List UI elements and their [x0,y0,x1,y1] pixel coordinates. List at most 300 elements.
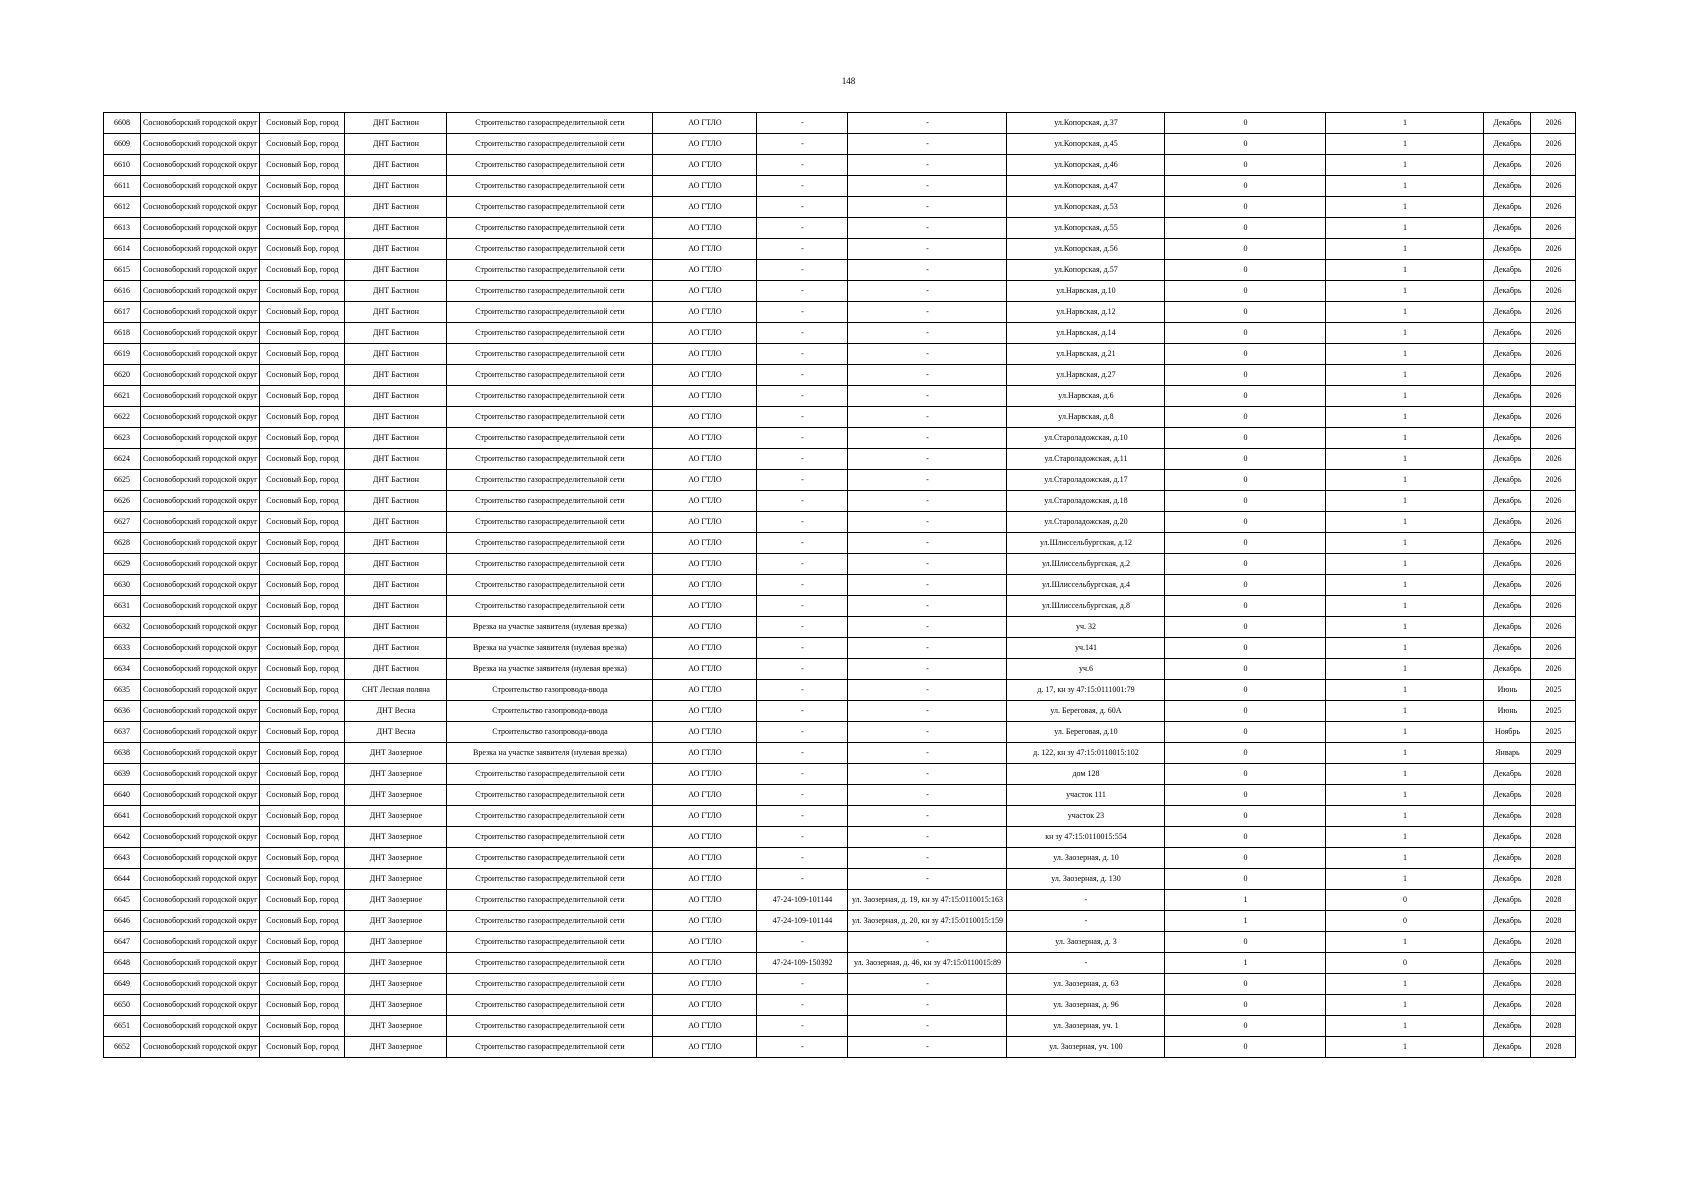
cell-settlement: ДНТ Заозерное [345,869,447,890]
cell-organization: АО ГТЛО [653,932,757,953]
cell-count-a: 0 [1165,827,1326,848]
table-row [104,764,1576,785]
cell-settlement: ДНТ Бастион [345,407,447,428]
cell-object-address: - [848,239,1007,260]
cell-address: ул.Копорская, д.47 [1007,176,1165,197]
cell-object-address: - [848,785,1007,806]
cell-gdo-code: - [757,113,848,134]
cell-work-type: Строительство газораспределительной сети [447,575,653,596]
cell-count-b: 1 [1326,995,1484,1016]
cell-row-number: 6624 [104,449,141,470]
cell-district: Сосновоборский городской округ [141,554,260,575]
table-row [104,470,1576,491]
cell-row-number: 6631 [104,596,141,617]
cell-count-b: 1 [1326,596,1484,617]
cell-town: Сосновый Бор, город [260,533,345,554]
cell-address: уч. 32 [1007,617,1165,638]
cell-month: Декабрь [1484,848,1531,869]
cell-count-b: 1 [1326,1037,1484,1058]
cell-town: Сосновый Бор, город [260,491,345,512]
cell-count-a: 1 [1165,953,1326,974]
cell-district: Сосновоборский городской округ [141,134,260,155]
cell-organization: АО ГТЛО [653,407,757,428]
cell-work-type: Строительство газораспределительной сети [447,890,653,911]
cell-organization: АО ГТЛО [653,470,757,491]
cell-month: Декабрь [1484,428,1531,449]
cell-count-a: 0 [1165,491,1326,512]
cell-object-address: - [848,764,1007,785]
cell-count-a: 0 [1165,596,1326,617]
cell-year: 2026 [1531,365,1576,386]
cell-month: Декабрь [1484,659,1531,680]
cell-district: Сосновоборский городской округ [141,176,260,197]
cell-count-a: 0 [1165,134,1326,155]
cell-work-type: Строительство газопровода-ввода [447,722,653,743]
cell-work-type: Строительство газораспределительной сети [447,911,653,932]
cell-gdo-code: - [757,785,848,806]
cell-row-number: 6640 [104,785,141,806]
cell-gdo-code: - [757,680,848,701]
cell-row-number: 6611 [104,176,141,197]
cell-row-number: 6625 [104,470,141,491]
cell-gdo-code: - [757,848,848,869]
cell-work-type: Строительство газораспределительной сети [447,323,653,344]
cell-object-address: - [848,1016,1007,1037]
cell-organization: АО ГТЛО [653,197,757,218]
cell-settlement: ДНТ Бастион [345,617,447,638]
cell-year: 2026 [1531,638,1576,659]
cell-gdo-code: - [757,806,848,827]
cell-row-number: 6645 [104,890,141,911]
cell-town: Сосновый Бор, город [260,554,345,575]
cell-row-number: 6646 [104,911,141,932]
cell-year: 2026 [1531,260,1576,281]
cell-object-address: - [848,113,1007,134]
cell-year: 2028 [1531,974,1576,995]
cell-district: Сосновоборский городской округ [141,638,260,659]
cell-object-address: - [848,701,1007,722]
cell-work-type: Врезка на участке заявителя (нулевая врезка) [447,638,653,659]
cell-object-address: - [848,428,1007,449]
cell-town: Сосновый Бор, город [260,428,345,449]
cell-row-number: 6638 [104,743,141,764]
cell-count-b: 1 [1326,470,1484,491]
cell-year: 2026 [1531,617,1576,638]
cell-row-number: 6633 [104,638,141,659]
cell-gdo-code: - [757,1016,848,1037]
cell-object-address: - [848,197,1007,218]
cell-count-a: 0 [1165,176,1326,197]
cell-year: 2026 [1531,428,1576,449]
cell-row-number: 6616 [104,281,141,302]
cell-count-a: 0 [1165,575,1326,596]
cell-organization: АО ГТЛО [653,743,757,764]
table-row [104,659,1576,680]
cell-address: д. 17, кн зу 47:15:0111001:79 [1007,680,1165,701]
cell-month: Декабрь [1484,764,1531,785]
cell-month: Декабрь [1484,197,1531,218]
cell-settlement: ДНТ Заозерное [345,995,447,1016]
table-row [104,974,1576,995]
cell-count-b: 1 [1326,680,1484,701]
cell-object-address: - [848,344,1007,365]
cell-count-a: 0 [1165,1016,1326,1037]
cell-count-a: 0 [1165,407,1326,428]
cell-organization: АО ГТЛО [653,995,757,1016]
cell-district: Сосновоборский городской округ [141,470,260,491]
cell-address: уч.141 [1007,638,1165,659]
cell-count-b: 1 [1326,1016,1484,1037]
cell-object-address: - [848,491,1007,512]
cell-work-type: Строительство газораспределительной сети [447,344,653,365]
cell-object-address: - [848,806,1007,827]
cell-town: Сосновый Бор, город [260,890,345,911]
cell-organization: АО ГТЛО [653,722,757,743]
table-row [104,323,1576,344]
cell-month: Декабрь [1484,449,1531,470]
cell-district: Сосновоборский городской округ [141,575,260,596]
cell-object-address: ул. Заозерная, д. 19, кн зу 47:15:0110015:163 [848,890,1007,911]
cell-settlement: ДНТ Заозерное [345,932,447,953]
cell-count-b: 1 [1326,701,1484,722]
cell-object-address: - [848,176,1007,197]
cell-count-b: 1 [1326,155,1484,176]
cell-organization: АО ГТЛО [653,680,757,701]
table-row [104,428,1576,449]
table-row [104,701,1576,722]
cell-object-address: - [848,638,1007,659]
cell-object-address: - [848,533,1007,554]
cell-count-b: 1 [1326,869,1484,890]
cell-address: - [1007,953,1165,974]
cell-address: ул. Заозерная, д. 130 [1007,869,1165,890]
cell-district: Сосновоборский городской округ [141,386,260,407]
cell-address: ул.Нарвская, д.27 [1007,365,1165,386]
cell-row-number: 6610 [104,155,141,176]
cell-year: 2025 [1531,722,1576,743]
cell-gdo-code: - [757,533,848,554]
cell-address: кн зу 47:15:0110015:554 [1007,827,1165,848]
cell-row-number: 6622 [104,407,141,428]
table-row [104,218,1576,239]
cell-row-number: 6620 [104,365,141,386]
cell-settlement: ДНТ Весна [345,701,447,722]
cell-month: Декабрь [1484,113,1531,134]
cell-town: Сосновый Бор, город [260,575,345,596]
cell-town: Сосновый Бор, город [260,407,345,428]
cell-count-a: 0 [1165,680,1326,701]
cell-year: 2028 [1531,995,1576,1016]
cell-count-b: 1 [1326,260,1484,281]
table-row [104,596,1576,617]
cell-town: Сосновый Бор, город [260,995,345,1016]
cell-settlement: ДНТ Заозерное [345,764,447,785]
cell-town: Сосновый Бор, город [260,659,345,680]
cell-district: Сосновоборский городской округ [141,848,260,869]
cell-work-type: Врезка на участке заявителя (нулевая врезка) [447,659,653,680]
cell-district: Сосновоборский городской округ [141,785,260,806]
cell-town: Сосновый Бор, город [260,260,345,281]
cell-count-b: 1 [1326,932,1484,953]
cell-address: ул. Заозерная, уч. 1 [1007,1016,1165,1037]
cell-town: Сосновый Бор, город [260,743,345,764]
cell-count-b: 0 [1326,911,1484,932]
registry-table [103,112,1576,1058]
table-row [104,449,1576,470]
cell-settlement: ДНТ Бастион [345,659,447,680]
cell-month: Декабрь [1484,554,1531,575]
cell-month: Декабрь [1484,1037,1531,1058]
cell-count-b: 1 [1326,323,1484,344]
cell-count-a: 0 [1165,302,1326,323]
cell-district: Сосновоборский городской округ [141,512,260,533]
cell-count-b: 1 [1326,722,1484,743]
cell-settlement: ДНТ Бастион [345,554,447,575]
cell-count-b: 1 [1326,785,1484,806]
cell-count-a: 0 [1165,449,1326,470]
table-row [104,680,1576,701]
cell-object-address: - [848,218,1007,239]
cell-row-number: 6643 [104,848,141,869]
cell-month: Декабрь [1484,974,1531,995]
cell-row-number: 6629 [104,554,141,575]
cell-organization: АО ГТЛО [653,1016,757,1037]
cell-object-address: - [848,554,1007,575]
cell-district: Сосновоборский городской округ [141,680,260,701]
cell-year: 2028 [1531,785,1576,806]
cell-gdo-code: - [757,701,848,722]
cell-month: Декабрь [1484,869,1531,890]
cell-address: дом 128 [1007,764,1165,785]
cell-count-b: 0 [1326,953,1484,974]
cell-month: Декабрь [1484,575,1531,596]
cell-count-a: 0 [1165,113,1326,134]
cell-year: 2026 [1531,113,1576,134]
cell-organization: АО ГТЛО [653,386,757,407]
cell-work-type: Строительство газораспределительной сети [447,176,653,197]
cell-organization: АО ГТЛО [653,890,757,911]
cell-month: Декабрь [1484,176,1531,197]
cell-settlement: ДНТ Заозерное [345,785,447,806]
cell-district: Сосновоборский городской округ [141,449,260,470]
cell-organization: АО ГТЛО [653,512,757,533]
cell-work-type: Строительство газораспределительной сети [447,260,653,281]
cell-organization: АО ГТЛО [653,638,757,659]
cell-object-address: - [848,596,1007,617]
cell-object-address: - [848,449,1007,470]
cell-object-address: - [848,302,1007,323]
cell-address: ул. Береговая, д. 60А [1007,701,1165,722]
cell-object-address: - [848,281,1007,302]
cell-district: Сосновоборский городской округ [141,953,260,974]
cell-count-a: 0 [1165,995,1326,1016]
cell-organization: АО ГТЛО [653,827,757,848]
cell-work-type: Строительство газораспределительной сети [447,449,653,470]
cell-gdo-code: - [757,764,848,785]
cell-count-b: 1 [1326,764,1484,785]
table-row [104,344,1576,365]
cell-count-b: 1 [1326,302,1484,323]
cell-town: Сосновый Бор, город [260,953,345,974]
cell-work-type: Строительство газораспределительной сети [447,134,653,155]
cell-month: Декабрь [1484,155,1531,176]
cell-count-a: 0 [1165,365,1326,386]
cell-month: Декабрь [1484,533,1531,554]
cell-town: Сосновый Бор, город [260,932,345,953]
cell-settlement: ДНТ Заозерное [345,974,447,995]
cell-organization: АО ГТЛО [653,617,757,638]
cell-month: Декабрь [1484,344,1531,365]
cell-organization: АО ГТЛО [653,239,757,260]
cell-count-a: 1 [1165,911,1326,932]
cell-town: Сосновый Бор, город [260,302,345,323]
cell-settlement: ДНТ Заозерное [345,1037,447,1058]
cell-town: Сосновый Бор, город [260,827,345,848]
cell-district: Сосновоборский городской округ [141,1016,260,1037]
cell-object-address: - [848,134,1007,155]
cell-count-b: 1 [1326,449,1484,470]
cell-count-b: 1 [1326,491,1484,512]
cell-count-b: 1 [1326,365,1484,386]
cell-count-a: 0 [1165,806,1326,827]
cell-gdo-code: - [757,554,848,575]
cell-count-b: 1 [1326,428,1484,449]
cell-district: Сосновоборский городской округ [141,827,260,848]
cell-count-b: 1 [1326,218,1484,239]
cell-town: Сосновый Бор, город [260,638,345,659]
cell-address: ул. Заозерная, д. 10 [1007,848,1165,869]
cell-settlement: ДНТ Заозерное [345,1016,447,1037]
cell-year: 2025 [1531,701,1576,722]
cell-year: 2026 [1531,386,1576,407]
cell-count-a: 0 [1165,239,1326,260]
cell-town: Сосновый Бор, город [260,1016,345,1037]
cell-month: Декабрь [1484,806,1531,827]
cell-count-a: 0 [1165,344,1326,365]
cell-year: 2028 [1531,911,1576,932]
cell-row-number: 6626 [104,491,141,512]
cell-row-number: 6621 [104,386,141,407]
cell-work-type: Строительство газопровода-ввода [447,680,653,701]
cell-address: уч.6 [1007,659,1165,680]
cell-year: 2026 [1531,218,1576,239]
cell-count-a: 0 [1165,743,1326,764]
cell-gdo-code: - [757,932,848,953]
cell-row-number: 6628 [104,533,141,554]
cell-count-a: 0 [1165,617,1326,638]
cell-count-b: 1 [1326,113,1484,134]
cell-town: Сосновый Бор, город [260,470,345,491]
cell-year: 2026 [1531,281,1576,302]
cell-settlement: ДНТ Бастион [345,239,447,260]
cell-count-b: 1 [1326,533,1484,554]
cell-object-address: - [848,617,1007,638]
cell-work-type: Строительство газораспределительной сети [447,827,653,848]
cell-month: Декабрь [1484,302,1531,323]
cell-count-a: 0 [1165,932,1326,953]
cell-year: 2026 [1531,176,1576,197]
cell-address: ул.Нарвская, д.8 [1007,407,1165,428]
cell-year: 2028 [1531,1037,1576,1058]
cell-organization: АО ГТЛО [653,491,757,512]
cell-work-type: Строительство газораспределительной сети [447,806,653,827]
cell-organization: АО ГТЛО [653,785,757,806]
cell-settlement: ДНТ Бастион [345,176,447,197]
cell-town: Сосновый Бор, город [260,512,345,533]
cell-town: Сосновый Бор, город [260,365,345,386]
cell-count-b: 1 [1326,806,1484,827]
cell-month: Декабрь [1484,785,1531,806]
cell-month: Декабрь [1484,407,1531,428]
table-row [104,134,1576,155]
cell-month: Декабрь [1484,134,1531,155]
cell-district: Сосновоборский городской округ [141,1037,260,1058]
cell-gdo-code: - [757,302,848,323]
cell-address: ул.Нарвская, д.21 [1007,344,1165,365]
cell-district: Сосновоборский городской округ [141,617,260,638]
cell-gdo-code: - [757,575,848,596]
cell-town: Сосновый Бор, город [260,1037,345,1058]
cell-work-type: Строительство газораспределительной сети [447,113,653,134]
cell-year: 2028 [1531,953,1576,974]
cell-year: 2026 [1531,659,1576,680]
cell-organization: АО ГТЛО [653,449,757,470]
cell-count-a: 0 [1165,260,1326,281]
table-row [104,512,1576,533]
cell-work-type: Строительство газораспределительной сети [447,470,653,491]
cell-object-address: - [848,827,1007,848]
cell-district: Сосновоборский городской округ [141,281,260,302]
cell-row-number: 6612 [104,197,141,218]
cell-address: ул.Староладожская, д.18 [1007,491,1165,512]
cell-year: 2026 [1531,512,1576,533]
cell-town: Сосновый Бор, город [260,701,345,722]
cell-year: 2026 [1531,491,1576,512]
cell-row-number: 6614 [104,239,141,260]
cell-count-a: 0 [1165,470,1326,491]
cell-count-a: 0 [1165,1037,1326,1058]
cell-gdo-code: - [757,260,848,281]
cell-address: - [1007,911,1165,932]
table-row [104,953,1576,974]
cell-organization: АО ГТЛО [653,659,757,680]
cell-town: Сосновый Бор, город [260,386,345,407]
cell-count-a: 0 [1165,533,1326,554]
cell-row-number: 6647 [104,932,141,953]
cell-count-b: 1 [1326,197,1484,218]
cell-object-address: - [848,848,1007,869]
cell-count-a: 0 [1165,785,1326,806]
cell-district: Сосновоборский городской округ [141,974,260,995]
cell-district: Сосновоборский городской округ [141,533,260,554]
cell-settlement: ДНТ Заозерное [345,953,447,974]
cell-month: Декабрь [1484,827,1531,848]
cell-organization: АО ГТЛО [653,260,757,281]
cell-organization: АО ГТЛО [653,113,757,134]
cell-organization: АО ГТЛО [653,155,757,176]
cell-district: Сосновоборский городской округ [141,659,260,680]
cell-work-type: Строительство газораспределительной сети [447,197,653,218]
cell-organization: АО ГТЛО [653,701,757,722]
cell-row-number: 6617 [104,302,141,323]
cell-gdo-code: - [757,470,848,491]
cell-district: Сосновоборский городской округ [141,239,260,260]
cell-gdo-code: - [757,743,848,764]
cell-organization: АО ГТЛО [653,365,757,386]
cell-work-type: Строительство газораспределительной сети [447,995,653,1016]
cell-month: Декабрь [1484,365,1531,386]
cell-address: ул.Нарвская, д.6 [1007,386,1165,407]
